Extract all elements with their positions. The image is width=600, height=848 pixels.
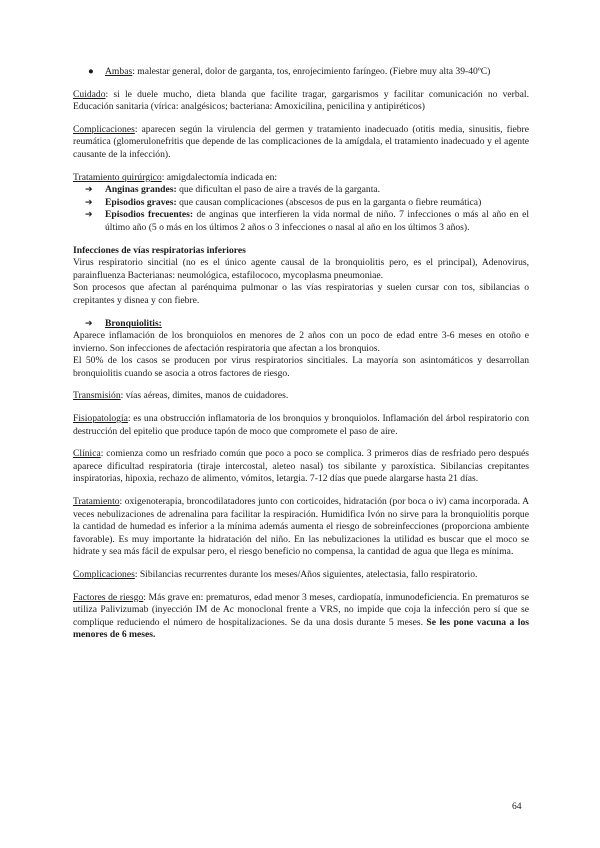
infecciones-paragraph-2: Son procesos que afectan al parénquima pulmonar o las vías respiratorias y suelen cursar con tos, sibilancias o crepitantes y disnea y con fiebre. bbox=[73, 282, 529, 306]
tratamiento-label: Tratamiento bbox=[73, 496, 120, 508]
factores-paragraph bbox=[73, 592, 529, 642]
document-page bbox=[73, 66, 529, 652]
infecciones-title: Infecciones de vías respiratorias inferiores bbox=[73, 244, 246, 256]
clinica-text: : comienza como un resfriado común que poco a poco se complica. 3 primeros días de resfriado pero después aparece dificultad respiratoria (tiraje intercostal, aleteo nasal) tos sibilante y paroxística. Sibilancias crepitantes inspiratorias, hipoxia, rechazo de alimento, vómitos, letargia. 7-12 días que puede alargarse hasta 21 días. bbox=[73, 448, 529, 485]
tratamiento-quirurgico-label: Tratamiento quirúrgico bbox=[73, 171, 162, 183]
list-item-bold: Anginas grandes: bbox=[105, 184, 177, 196]
transmision-text: : vías aéreas, dimites, manos de cuidadores. bbox=[120, 390, 289, 402]
bronquiolitis-paragraph-1: Aparece inflamación de los bronquiolos en menores de 2 años con un poco de edad entre 3-6 meses en otoño e invierno. Son infecciones de afectación respiratoria que afectan a los bronquios. bbox=[73, 330, 529, 354]
tratamiento-quirurgico-paragraph bbox=[73, 172, 529, 185]
ambas-bullet bbox=[73, 66, 529, 79]
list-item-text: de anginas que interfieren la vida normal de niño. 7 infecciones o más al año en el último año (5 o más en los últimos 2 años o 3 infecciones o nasal al año en los últimos 3 años). bbox=[105, 209, 530, 233]
list-item-bold: Episodios graves: bbox=[105, 196, 177, 208]
clinica-label: Clínica bbox=[73, 448, 101, 460]
complicaciones-label: Complicaciones bbox=[73, 123, 135, 135]
complicaciones-2-paragraph bbox=[73, 569, 529, 582]
fisiopatologia-label: Fisiopatología bbox=[73, 413, 128, 425]
list-item-text: que dificultan el paso de aire a través de la garganta. bbox=[176, 184, 381, 196]
tratamiento-paragraph bbox=[73, 496, 529, 559]
factores-bold-text: Se les pone vacuna a los menores de 6 meses. bbox=[73, 616, 529, 641]
arrow-right-icon: ➔ bbox=[85, 185, 93, 196]
fisiopatologia-paragraph bbox=[73, 413, 529, 438]
arrow-right-icon: ➔ bbox=[85, 210, 93, 221]
clinica-paragraph bbox=[73, 448, 529, 486]
factores-label: Factores de riesgo bbox=[73, 591, 144, 603]
transmision-paragraph bbox=[73, 390, 529, 403]
bronquiolitis-paragraph-2: El 50% de los casos se producen por virus respiratorios sincitiales. La mayoría son asintomáticos y desarrollan bronquiolitis cuando se asocia a otros factores de riesgo. bbox=[73, 355, 529, 379]
cuidado-paragraph bbox=[73, 89, 529, 114]
cuidado-label: Cuidado bbox=[73, 88, 106, 100]
factores-text: : Más grave en: prematuros, edad menor 3 meses, cardiopatía, inmunodeficiencia. En prematuros se utiliza Palivizumab (inyección IM de Ac monoclonal frente a VRS, no impide que coja la infección pero sí que se complique reduciendo el número de hospitalizaciones. Se da una dosis durante 5 meses. bbox=[73, 591, 529, 628]
complicaciones-2-text: : Sibilancias recurrentes durante los meses/Años siguientes, atelectasia, fallo respiratorio. bbox=[134, 569, 478, 580]
tratamiento-text: : oxigenoterapia, broncodilatadores junto con corticoides, hidratación (por boca o iv) cama incorporada. A veces nebulizaciones de adrenalina para facilitar la respiración. Humidifica Ivón no sirve para la bronquiolitis porque la cantidad de humedad es inferior a la mínima además aumenta el riesgo de sobreinfecciones (proporciona ambiente favorable). Es muy importante la hidratación del niño. En las nebulizaciones la utilidad es buscar que el moco se hidrate y sea más fácil de expulsar pero, el riesgo beneficio no compensa, la cantidad de agua que llega es mínima. bbox=[73, 496, 529, 558]
list-item bbox=[73, 209, 529, 234]
amigdalectomia-list bbox=[73, 184, 529, 234]
bronquiolitis-heading bbox=[73, 318, 529, 331]
ambas-label: Ambas bbox=[105, 66, 133, 77]
bullet-dot-icon: ● bbox=[88, 66, 94, 77]
page-number: 64 bbox=[512, 801, 522, 812]
arrow-right-icon: ➔ bbox=[85, 197, 93, 208]
complicaciones-paragraph bbox=[73, 124, 529, 162]
ambas-text: : malestar general, dolor de garganta, tos, enrojecimiento faríngeo. (Fiebre muy alta 39-40ºC) bbox=[132, 66, 491, 77]
arrow-right-icon: ➔ bbox=[85, 318, 93, 329]
tratamiento-quirurgico-text: : amigdalectomía indicada en: bbox=[161, 171, 278, 183]
bronquiolitis-heading-text: Bronquiolitis: bbox=[105, 317, 162, 329]
cuidado-text: : si le duele mucho, dieta blanda que facilite tragar, gargarismos y facilitar comunicación no verbal. Educación sanitaria (vírica: analgésicos; bacteriana: Amoxicilina, penicilina y antipiréticos) bbox=[73, 88, 529, 113]
complicaciones-text: : aparecen según la virulencia del germen y tratamiento inadecuado (otitis media, sinusitis, fiebre reumática (glomerulonefritis que depende de las complicaciones de la amígdala, el tratamiento inadecuado y el agente causante de la infección). bbox=[73, 123, 529, 160]
complicaciones-2-label: Complicaciones bbox=[73, 569, 135, 580]
list-item bbox=[73, 184, 529, 197]
transmision-label: Transmisión bbox=[73, 390, 121, 402]
infecciones-paragraph-1: Virus respiratorio sincitial (no es el único agente causal de la bronquiolitis pero, es el principal), Adenovirus, parainfluenza Bacterianas: neumológica, estafilococo, mycoplasma pneumoniae. bbox=[73, 257, 529, 281]
fisiopatologia-text: : es una obstrucción inflamatoria de los bronquios y bronquiolos. Inflamación del árbol respiratorio con destrucción del epitelio que produce tapón de moco que compromete el paso de aire. bbox=[73, 413, 529, 437]
list-item-bold: Episodios frecuentes: bbox=[105, 209, 194, 221]
list-item bbox=[73, 197, 529, 210]
list-item-text: que causan complicaciones (abscesos de pus en la garganta o fiebre reumática) bbox=[176, 196, 482, 208]
